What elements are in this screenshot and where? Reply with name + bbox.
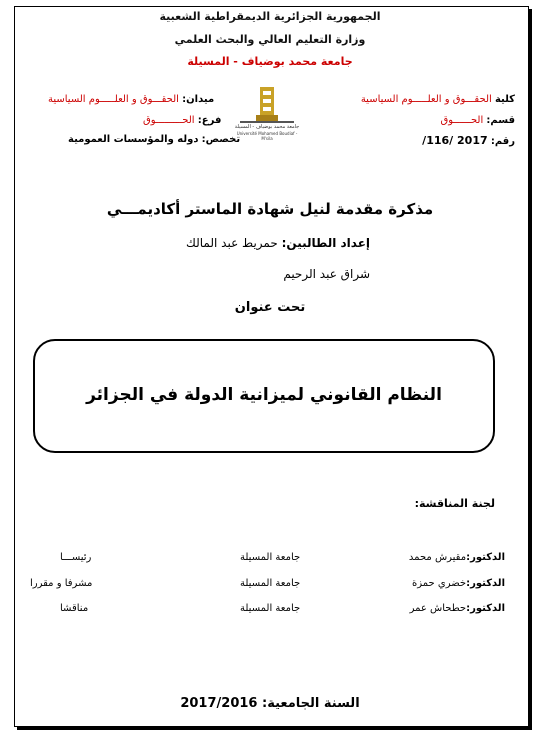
faculty-line — [361, 94, 515, 105]
academic-year-label: السنة الجامعية: — [262, 696, 360, 711]
member-title: الدكتور: — [466, 578, 505, 589]
department-line — [440, 115, 515, 126]
university-logo — [232, 85, 302, 140]
prepared-by-line — [186, 236, 370, 250]
member-role: رئيســـا — [60, 552, 92, 563]
academic-year-value: 2017/2016 — [180, 696, 258, 711]
member-name: خضري حمزة — [412, 578, 467, 589]
number-line — [422, 134, 515, 147]
number-label: رقم: — [490, 136, 515, 147]
logo-caption-ar: جامعة محمد بوضياف - المسيلة — [234, 124, 300, 130]
branch-line — [143, 115, 221, 126]
number-value: 2017 /116/ — [422, 134, 488, 147]
committee-member-name — [410, 603, 505, 614]
faculty-value: الحقـــوق و العلـــــوم السياسية — [360, 94, 492, 105]
member-role: مناقشا — [60, 603, 89, 614]
academic-year-line — [0, 696, 540, 711]
field-line — [48, 94, 214, 105]
member-name: مقيرش محمد — [408, 552, 467, 563]
committee-member-name — [412, 578, 505, 589]
thesis-title: النظام القانوني لميزانية الدولة في الجزائر — [86, 385, 442, 405]
member-university: جامعة المسيلة — [240, 603, 301, 614]
prepared-by-label: إعداد الطالبين: — [281, 236, 370, 250]
under-title-label: تحت عنوان — [234, 300, 306, 315]
document-title: مذكرة مقدمة لنيل شهادة الماستر أكاديمـــي — [106, 200, 434, 218]
member-university: جامعة المسيلة — [240, 552, 301, 563]
university-heading: جامعة محمد بوضياف - المسيلة — [187, 55, 353, 68]
member-title: الدكتور: — [466, 552, 505, 563]
member-university: جامعة المسيلة — [240, 578, 301, 589]
student-1-name: حمريط عبد المالك — [185, 236, 278, 250]
member-title: الدكتور: — [466, 603, 505, 614]
member-name: حطحاش عمر — [409, 603, 467, 614]
field-value: الحقـــوق و العلـــــوم السياسية — [48, 94, 179, 105]
department-value: الحــــــوق — [440, 115, 484, 126]
specialty-label: تخصص: — [201, 134, 241, 145]
member-role: مشرفا و مقررا — [30, 578, 93, 589]
branch-value: الحـــــــــوق — [143, 115, 195, 126]
committee-label: لجنة المناقشة: — [414, 497, 495, 510]
republic-heading: الجمهورية الجزائرية الديمقراطية الشعبية — [159, 10, 381, 23]
branch-label: فرع: — [197, 115, 222, 126]
specialty-value: دوله والمؤسسات العمومية — [68, 134, 199, 145]
logo-caption-fr: Université Mohamed Boudiaf - M'sila — [236, 131, 298, 141]
specialty-line — [68, 134, 240, 145]
student-2-name: شراق عبد الرحيم — [283, 267, 370, 281]
field-label: ميدان: — [182, 94, 215, 105]
department-label: قسم: — [486, 115, 515, 126]
ministry-heading: وزارة التعليم العالي والبحث العلمي — [174, 33, 366, 46]
committee-member-name — [409, 552, 505, 563]
faculty-label: كلية — [494, 94, 515, 105]
